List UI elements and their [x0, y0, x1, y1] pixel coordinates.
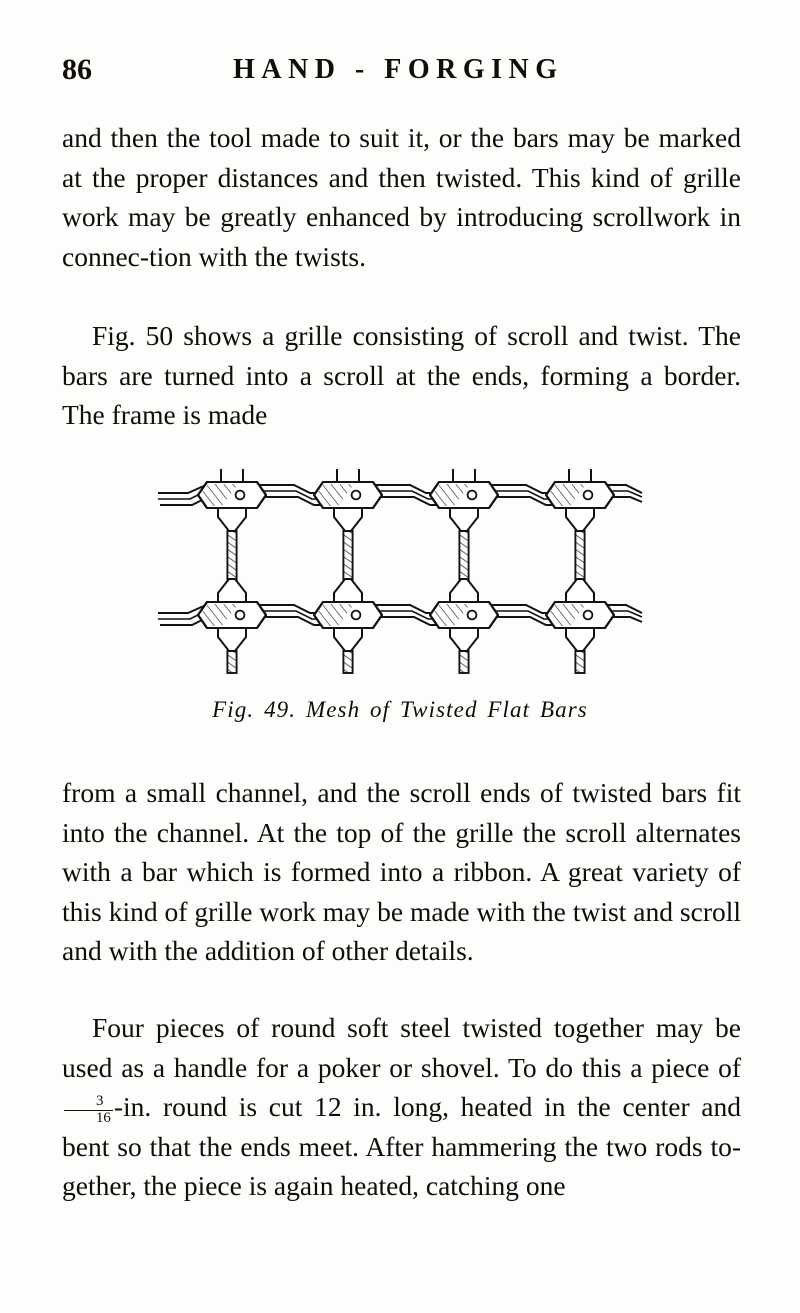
figure-49	[0, 455, 800, 723]
paragraph-2-text	[62, 316, 741, 435]
fraction-numerator: 3	[96, 1093, 104, 1110]
twisted-vertical-bars	[227, 531, 584, 583]
twisted-bar-1	[227, 531, 236, 583]
mesh-bottom-row	[158, 579, 642, 651]
twisted-bar-4	[575, 531, 584, 583]
twisted-tail-2	[343, 651, 352, 673]
twisted-tail-4	[575, 651, 584, 673]
p4-segment-tail: After hammering the two rods to-gether, the piece is again heated, catching one	[62, 1130, 741, 1202]
paragraph-3	[62, 773, 741, 971]
paragraph-4	[62, 1008, 741, 1206]
weld-node-bottom-3	[430, 579, 498, 651]
paragraph-2	[62, 316, 741, 435]
bottom-twisted-tails	[227, 651, 584, 673]
p1-line-1: and then the tool made to suit it, or the bars may	[62, 122, 615, 153]
fraction-denominator: 16	[64, 1110, 113, 1126]
p4-line-1: Four pieces of round soft steel twisted together	[92, 1012, 644, 1043]
p3-line-1: from a small channel, and the scroll ends of	[62, 777, 563, 808]
p1-line-4: enhanced by introducing scrollwork in connec-	[62, 201, 741, 272]
weld-node-top-2	[314, 469, 382, 531]
p3-line-2: twisted bars fit into the channel. At the top of	[62, 777, 741, 848]
paragraph-3-text	[62, 773, 741, 971]
weld-node-bottom-2	[314, 579, 382, 651]
bars-between-nodes-top	[260, 485, 576, 505]
p4-line-2: may be used as a handle for a poker or shovel.	[62, 1012, 741, 1083]
fraction-three-sixteenths	[64, 1094, 113, 1126]
mesh-top-row	[158, 469, 642, 531]
paragraph-1	[62, 118, 741, 276]
p1-line-5: tion with the twists.	[149, 240, 366, 272]
twisted-tail-3	[459, 651, 468, 673]
p3-line-4: is formed into a ribbon. A great variety of this	[62, 856, 742, 927]
weld-node-bottom-1	[198, 579, 266, 651]
weld-node-bottom-4	[546, 579, 614, 651]
p3-line-3: the grille the scroll alternates with a bar which	[62, 816, 742, 888]
p1-line-2: be marked at the proper distances and then	[62, 122, 741, 193]
p2-line-1: Fig. 50 shows a grille consisting of scroll and	[92, 320, 619, 351]
p3-line-5: kind of grille work may be made with the twist	[108, 895, 627, 927]
p2-line-3: ends, forming a border. The frame is made	[62, 359, 741, 431]
running-head	[62, 50, 740, 94]
figure-caption: Fig. 49. Mesh of Twisted Flat Bars	[212, 697, 588, 722]
bars-between-nodes-bottom	[260, 605, 576, 625]
twisted-bar-2	[343, 531, 352, 583]
p3-line-6: and scroll and with the addition of other details.	[62, 895, 742, 967]
weld-node-top-4	[546, 469, 614, 531]
twisted-tail-1	[227, 651, 236, 673]
paragraph-1-text	[62, 118, 741, 276]
p2-line-2: twist. The bars are turned into a scroll at the	[62, 320, 741, 391]
mesh-of-twisted-flat-bars-illustration	[154, 455, 646, 675]
page-number: 86	[62, 53, 92, 86]
running-title: HAND - FORGING	[232, 54, 564, 85]
paragraph-4-text	[62, 1008, 741, 1206]
p1-line-3: twisted. This kind of grille work may be greatly	[62, 161, 741, 233]
weld-node-top-1	[198, 469, 266, 531]
p4-segment-before-fraction: To do this a piece of	[508, 1051, 741, 1083]
twisted-bar-3	[459, 531, 468, 583]
p4-segment-after-fraction: -in. round is cut 12 in. long, heated in the center and bent so that the ends meet.	[62, 1091, 741, 1162]
weld-node-top-3	[430, 469, 498, 531]
